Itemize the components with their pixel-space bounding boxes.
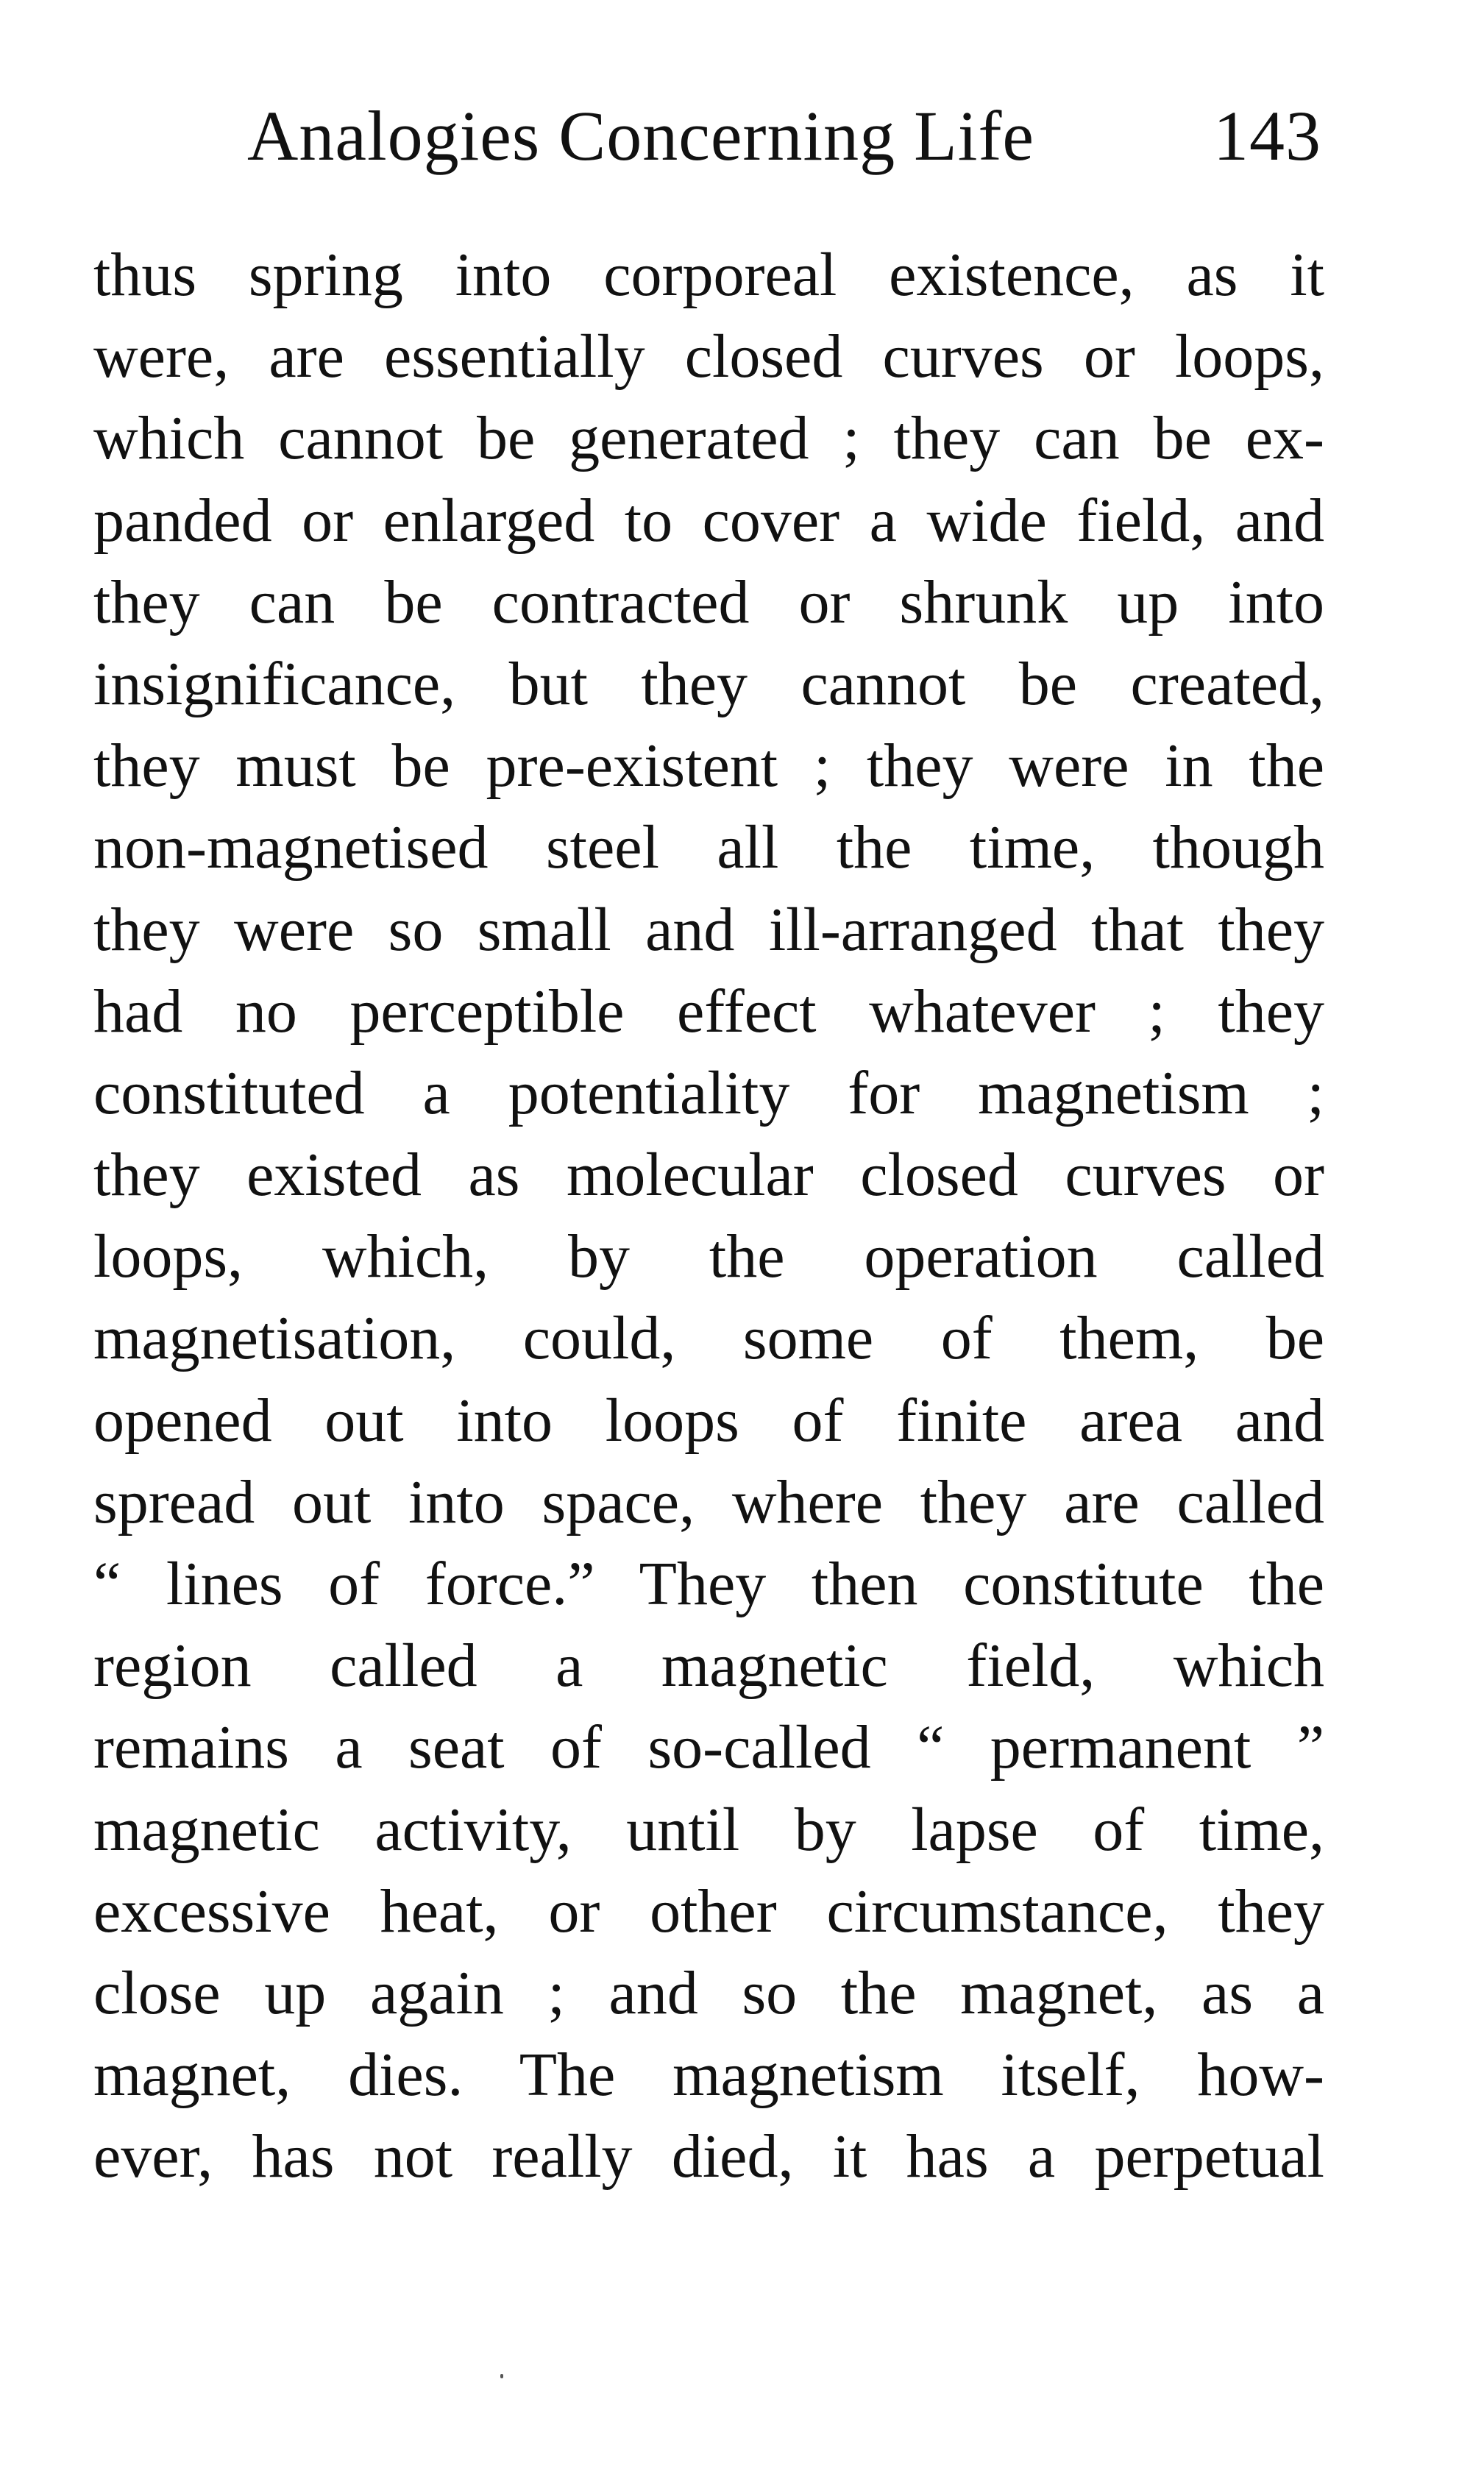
ink-speck (500, 2374, 503, 2378)
text-line: constituted a potentiality for magnetism ; (93, 1058, 1324, 1127)
text-line: opened out into loops of finite area and (93, 1386, 1324, 1455)
text-line: they existed as molecular closed curves or (93, 1141, 1324, 1210)
text-line: insignificance, but they cannot be created, (93, 649, 1324, 718)
text-line: loops, which, by the operation called (93, 1222, 1324, 1291)
running-head (247, 88, 1321, 184)
text-line: magnetisation, could, some of them, be (93, 1304, 1324, 1373)
text-line: they must be pre-existent ; they were in the (93, 731, 1324, 801)
text-line: they can be contracted or shrunk up into (93, 567, 1324, 637)
text-line: “ lines of force.” They then constitute the (93, 1550, 1324, 1618)
text-line: they were so small and ill-arranged that they (93, 895, 1324, 964)
text-line: close up again ; and so the magnet, as a (93, 1958, 1324, 2027)
text-line: were, are essentially closed curves or loops, (93, 322, 1324, 391)
page-number: 143 (1213, 96, 1321, 175)
text-line: ever, has not really died, it has a perpetual (93, 2122, 1324, 2191)
text-line: excessive heat, or other circumstance, they (93, 1876, 1324, 1946)
text-line: thus spring into corporeal existence, as it (93, 241, 1324, 309)
chapter-title: Analogies Concerning Life (247, 96, 1035, 175)
text-line: magnetic activity, until by lapse of time, (93, 1795, 1324, 1864)
text-line: region called a magnetic field, which (93, 1631, 1324, 1701)
body-text (93, 234, 1324, 2198)
text-line: had no perceptible effect whatever ; they (93, 977, 1324, 1046)
text-line: magnet, dies. The magnetism itself, how- (93, 2041, 1324, 2110)
text-line: spread out into space, where they are called (93, 1467, 1324, 1536)
text-line: remains a seat of so-called “ permanent ” (93, 1713, 1324, 1782)
text-line: which cannot be generated ; they can be ex- (93, 404, 1324, 473)
text-line: panded or enlarged to cover a wide field, and (93, 486, 1324, 555)
text-line: non-magnetised steel all the time, though (93, 813, 1324, 882)
